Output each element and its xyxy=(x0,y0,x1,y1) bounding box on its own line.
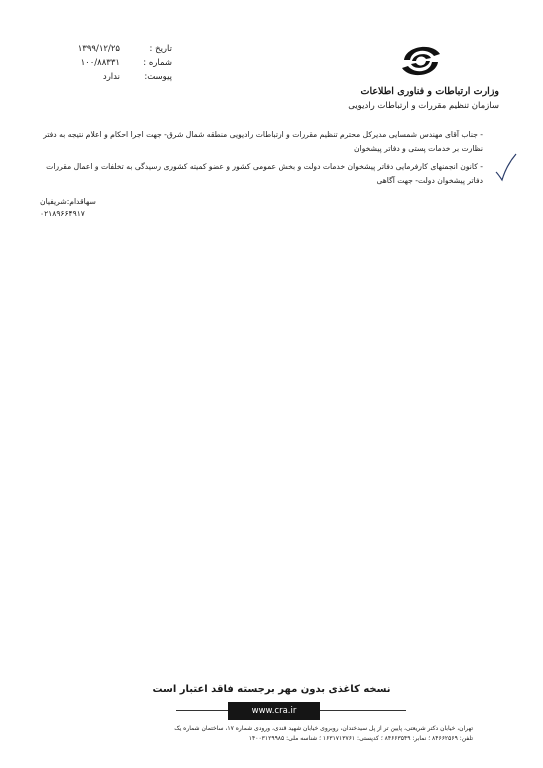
recipient-item xyxy=(36,128,483,155)
date-value: ۱۳۹۹/۱۲/۲۵ xyxy=(77,44,120,54)
date-label: تاریخ : xyxy=(149,44,172,54)
attachment-value: ندارد xyxy=(102,72,120,82)
attachment-row xyxy=(42,70,172,84)
address-line: تهران، خیابان دکتر شریعتی، پایین تر از پل سیدخندان، روبروی خیابان شهید قندی، ورودی شماره ۱۷، ساختمان شماره یک xyxy=(174,725,473,732)
recipient-line: نظارت بر خدمات پستی و دفاتر پیشخوان xyxy=(354,143,483,153)
date-row xyxy=(42,42,172,56)
organization-name: سازمان تنظیم مقررات و ارتباطات رادیویی xyxy=(348,101,499,111)
signoff xyxy=(40,196,96,220)
number-value: ۱۰۰/۸۸۳۳۱ xyxy=(80,58,120,68)
signoff-name: سهاقدام:شریفیان xyxy=(40,197,96,206)
footer-address xyxy=(53,724,473,744)
recipient-item xyxy=(36,160,483,187)
website-link[interactable]: www.cra.ir xyxy=(228,702,320,720)
signoff-phone: ۰۲۱۸۹۶۶۴۹۱۷ xyxy=(40,209,85,218)
footer-note: نسخه کاغذی بدون مهر برجسته فاقد اعتبار است xyxy=(152,684,391,695)
ministry-header xyxy=(348,86,499,111)
ministry-name: وزارت ارتباطات و فناوری اطلاعات xyxy=(360,86,499,97)
letter-meta xyxy=(42,42,172,84)
copy-recipients xyxy=(36,128,483,192)
recipient-line: - کانون انجمنهای کارفرمایی دفاتر پیشخوان خدمات دولت و بخش عمومی کشور و عضو کمیته کشوری رسیدگی به تخلفات و اعمال مقررات xyxy=(46,162,483,171)
number-label: شماره : xyxy=(143,58,172,68)
recipient-line: دفاتر پیشخوان دولت- جهت آگاهی xyxy=(376,175,483,185)
attachment-label: پیوست: xyxy=(144,72,172,82)
number-row xyxy=(42,56,172,70)
recipient-line: - جناب آقای مهندس شمسایی مدیرکل محترم تنظیم مقررات و ارتباطات رادیویی منطقه شمال شرق- جهت اجرا احکام و اعلام نتیجه به دفتر xyxy=(43,130,483,139)
contact-line: تلفن: ۸۴۶۶۲۵۶۹ ؛ نمابر: ۸۴۶۶۳۵۴۹ ؛ کدپستی: ۱۶۳۱۷۱۳۷۶۱ ؛ شناسه ملی: ۱۴۰۰۳۱۲۹۹۸۵ xyxy=(248,735,473,742)
check-mark-icon xyxy=(494,152,518,182)
cra-logo-icon xyxy=(398,40,444,82)
